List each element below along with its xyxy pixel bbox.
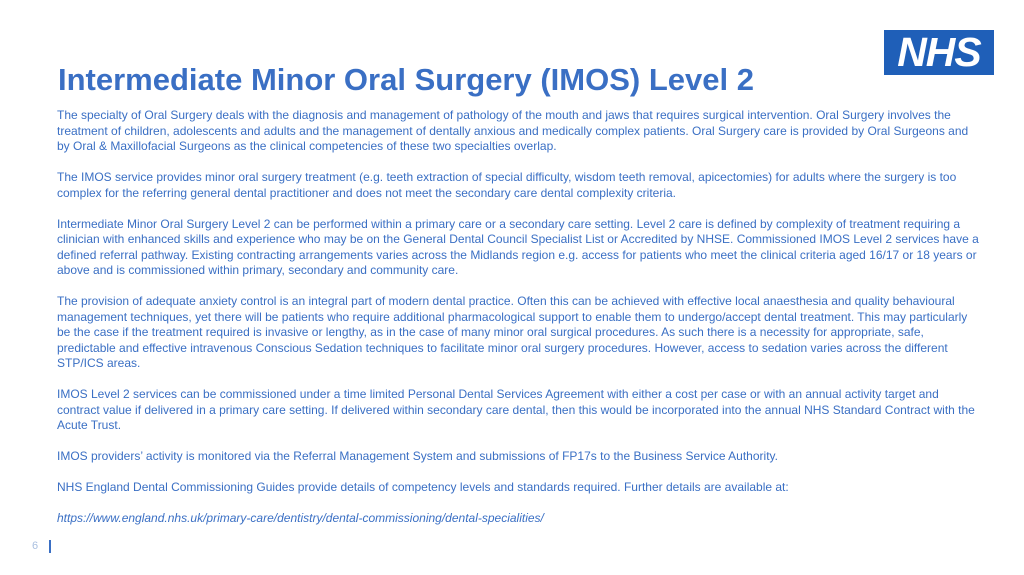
paragraph-imos-level-2: Intermediate Minor Oral Surgery Level 2 can be performed within a primary care or a secondary care setting. Level 2 care is defined by complexity of treatment requiring a clinician with enhanced skills and experience who may be on the General Dental Council Specialist List or Accredited by NHSE. Commissioned IMOS Level 2 services have a defined referral pathway. Existing contracting arrangements varies across the Midlands region e.g. access for patients who meet the clinical criteria aged 16/17 or 18 years or above and is commissioned within primary, secondary and community care.: [57, 216, 979, 277]
footer-divider: [49, 540, 51, 553]
paragraph-monitoring: IMOS providers’ activity is monitored via the Referral Management System and submissions of FP17s to the Business Service Authority.: [57, 449, 778, 463]
nhs-logo: NHS: [884, 30, 994, 75]
paragraph-anxiety-control: The provision of adequate anxiety control is an integral part of modern dental practice. Often this can be achieved with effective local anaesthesia and quality behavioural management techniques, yet there will be patients who require additional pharmacological support to enable them to undergo/accept dental treatment. This may particularly be the case if the treatment required is invasive or lengthy, as in the case of many minor oral surgical procedures. As such there is a necessity for appropriate, safe, predictable and effective intravenous Conscious Sedation techniques to facilitate minor oral surgery procedures. However, access to sedation varies across the different STP/ICS areas.: [57, 294, 968, 370]
paragraph-commissioning: IMOS Level 2 services can be commissioned under a time limited Personal Dental Services Agreement with either a cost per case or with an annual activity target and contract value if delivered in a primary care setting. If delivered within secondary care dental, then this would be incorporated into the annual NHS Standard Contract with the Acute Trust.: [57, 387, 975, 432]
paragraph-imos-service: The IMOS service provides minor oral surgery treatment (e.g. teeth extraction of special difficulty, wisdom teeth removal, apicectomies) for adults where the surgery is too complex for the referring general dental practitioner and does not meet the secondary care dental complexity criteria.: [57, 170, 957, 200]
page-number: 6: [32, 540, 39, 552]
page-title: Intermediate Minor Oral Surgery (IMOS) Level 2: [58, 62, 754, 97]
paragraph-oral-surgery: The specialty of Oral Surgery deals with the diagnosis and management of pathology of the mouth and jaws that requires surgical intervention. Oral Surgery involves the treatment of children, adolescents and adults and the management of dentally anxious and medically complex patients. Oral Surgery care is provided by Oral Surgeons and by Oral & Maxillofacial Surgeons as the clinical competencies of these two specialties overlap.: [57, 108, 969, 153]
nhs-dental-specialities-link[interactable]: https://www.england.nhs.uk/primary-care/dentistry/dental-commissioning/dental-specialities/: [57, 511, 544, 525]
paragraph-guides: NHS England Dental Commissioning Guides provide details of competency levels and standards required. Further details are available at:: [57, 480, 789, 494]
body-text: [57, 108, 982, 527]
